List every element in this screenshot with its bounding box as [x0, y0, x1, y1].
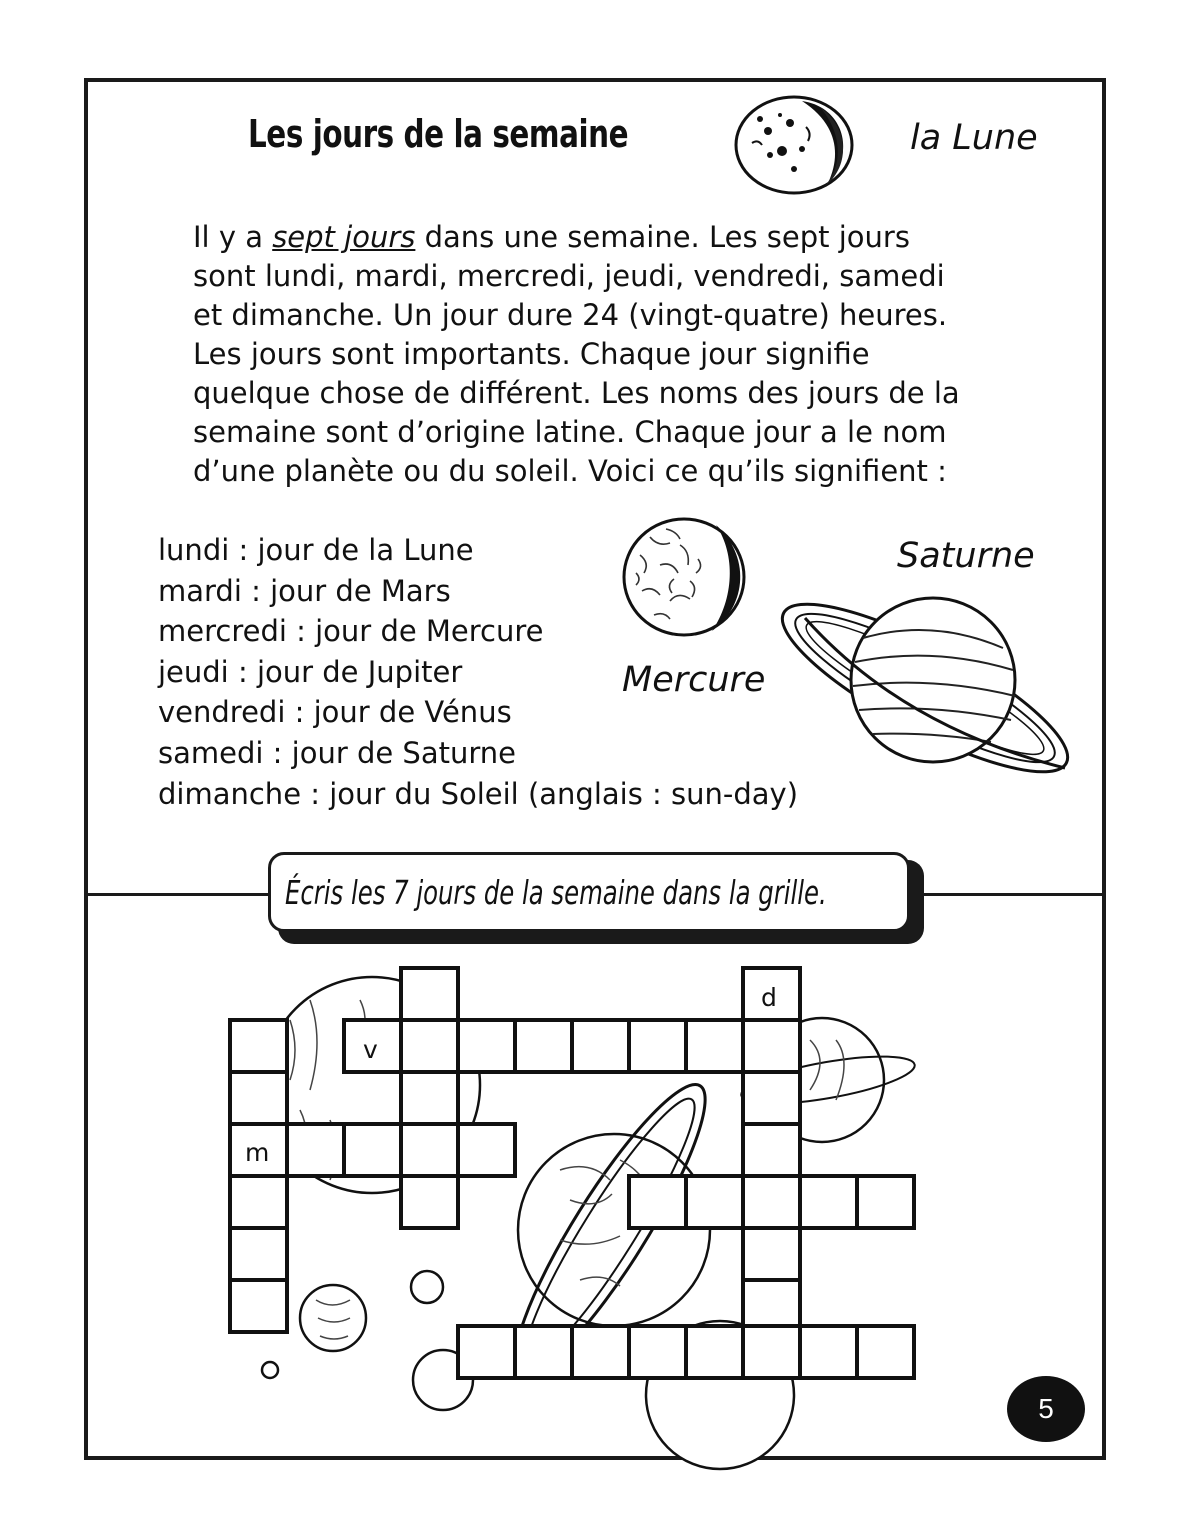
intro-line: quelque chose de différent. Les noms des jours de la — [193, 376, 960, 410]
day-item: mercredi : jour de Mercure — [158, 614, 544, 649]
grid-cell[interactable] — [401, 1072, 458, 1124]
grid-cell[interactable] — [743, 1124, 800, 1176]
grid-cell[interactable] — [458, 1326, 515, 1378]
grid-cell[interactable] — [401, 1020, 458, 1072]
grid-cell[interactable] — [686, 1176, 743, 1228]
intro-underlined: sept jours — [272, 220, 416, 254]
grid-cell[interactable] — [515, 1020, 572, 1072]
grid-cell[interactable] — [857, 1326, 914, 1378]
grid-cell[interactable] — [743, 1326, 800, 1378]
intro-line: d’une planète ou du soleil. Voici ce qu’ils signifient : — [193, 454, 947, 488]
grid-letter-m: m — [245, 1138, 270, 1167]
day-item: vendredi : jour de Vénus — [158, 695, 512, 730]
grid-cell[interactable] — [458, 1020, 515, 1072]
grid-cell[interactable] — [686, 1326, 743, 1378]
intro-line: et dimanche. Un jour dure 24 (vingt-quatre) heures. — [193, 298, 948, 332]
grid-cell[interactable] — [743, 1020, 800, 1072]
saturn-label: Saturne — [897, 536, 1035, 576]
intro-line: semaine sont d’origine latine. Chaque jour a le nom — [193, 415, 947, 449]
grid-cell[interactable] — [401, 1124, 458, 1176]
grid-cell[interactable] — [230, 1020, 287, 1072]
grid-cell[interactable] — [743, 1228, 800, 1280]
grid-cell[interactable] — [857, 1176, 914, 1228]
grid-cell[interactable] — [230, 1176, 287, 1228]
mercury-label: Mercure — [622, 660, 766, 700]
grid-cell[interactable] — [515, 1326, 572, 1378]
grid-cell[interactable] — [743, 1176, 800, 1228]
grid-letter-v: v — [363, 1035, 378, 1064]
day-item: dimanche : jour du Soleil (anglais : sun-day) — [158, 776, 799, 811]
grid-cell[interactable] — [629, 1176, 686, 1228]
moon-label: la Lune — [910, 118, 1038, 158]
grid-cell[interactable] — [572, 1020, 629, 1072]
grid-cell[interactable] — [230, 1280, 287, 1332]
grid-cell[interactable] — [230, 1228, 287, 1280]
day-item: samedi : jour de Saturne — [158, 735, 516, 770]
intro-text: Il y a — [193, 220, 273, 254]
page-title: Les jours de la semaine — [248, 112, 629, 156]
intro-line: sont lundi, mardi, mercredi, jeudi, vendredi, samedi — [193, 259, 945, 293]
grid-cell[interactable] — [743, 1072, 800, 1124]
grid-letter-d: d — [761, 983, 777, 1012]
grid-cell[interactable] — [401, 968, 458, 1020]
grid-cell[interactable] — [800, 1176, 857, 1228]
intro-line: Les jours sont importants. Chaque jour signifie — [193, 337, 870, 371]
day-item: mardi : jour de Mars — [158, 573, 451, 608]
grid-cell[interactable] — [686, 1020, 743, 1072]
page-number: 5 — [1007, 1376, 1085, 1442]
grid-cell[interactable] — [800, 1326, 857, 1378]
grid-cell[interactable] — [230, 1072, 287, 1124]
grid-cell[interactable] — [344, 1124, 401, 1176]
day-item: jeudi : jour de Jupiter — [158, 654, 463, 689]
intro-text: dans une semaine. Les sept jours — [415, 220, 910, 254]
grid-cell[interactable] — [401, 1176, 458, 1228]
grid-cell[interactable] — [572, 1326, 629, 1378]
grid-cell[interactable] — [629, 1326, 686, 1378]
instruction-text: Écris les 7 jours de la semaine dans la grille. — [285, 873, 827, 912]
grid-cell[interactable] — [287, 1124, 344, 1176]
day-item: lundi : jour de la Lune — [158, 533, 474, 567]
grid-cell[interactable] — [458, 1124, 515, 1176]
grid-cell[interactable] — [629, 1020, 686, 1072]
